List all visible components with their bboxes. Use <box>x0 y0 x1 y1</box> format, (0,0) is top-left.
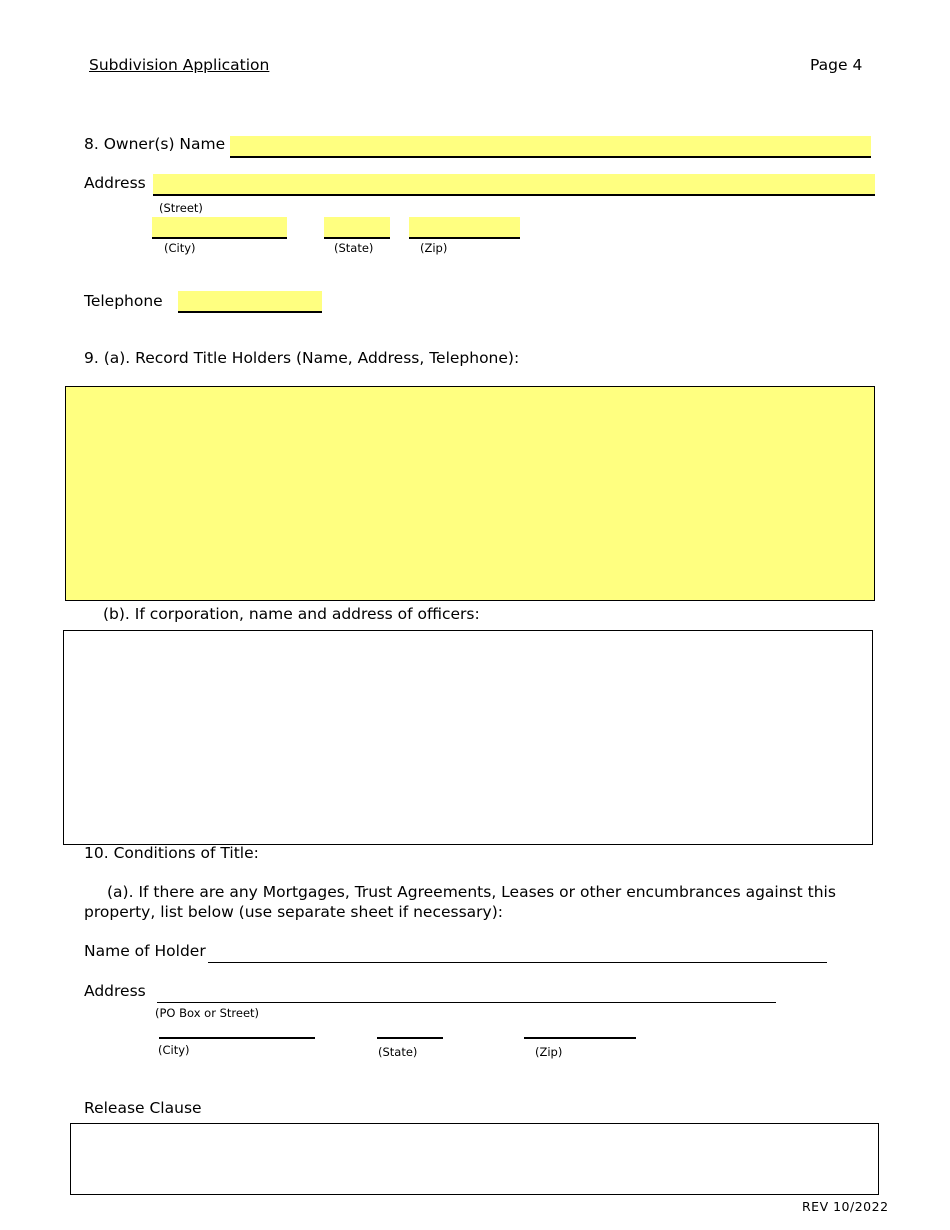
holder-state-hint: (State) <box>378 1045 418 1059</box>
conditions-of-title-heading: 10. Conditions of Title: <box>84 844 259 862</box>
encumbrances-text-line2: property, list below (use separate sheet if necessary): <box>84 903 503 921</box>
holder-city-hint: (City) <box>158 1043 190 1057</box>
owner-address-label: Address <box>84 174 146 192</box>
zip-hint: (Zip) <box>420 241 448 255</box>
owner-street-input[interactable] <box>153 174 875 196</box>
city-hint: (City) <box>164 241 196 255</box>
release-clause-textarea[interactable] <box>70 1123 879 1195</box>
owner-city-input[interactable] <box>152 217 287 239</box>
owner-zip-input[interactable] <box>409 217 520 239</box>
owner-name-label: 8. Owner(s) Name <box>84 135 226 153</box>
corporation-officers-label: (b). If corporation, name and address of officers: <box>103 605 480 623</box>
holder-zip-hint: (Zip) <box>535 1045 563 1059</box>
corporation-officers-textarea[interactable] <box>63 630 873 845</box>
owner-name-input[interactable] <box>230 136 871 158</box>
holder-city-input[interactable] <box>159 1037 315 1039</box>
state-hint: (State) <box>334 241 374 255</box>
name-of-holder-input[interactable] <box>208 962 827 963</box>
owner-state-input[interactable] <box>324 217 390 239</box>
form-title: Subdivision Application <box>89 56 270 74</box>
name-of-holder-label: Name of Holder <box>84 942 206 960</box>
revision-label: REV 10/2022 <box>802 1199 889 1214</box>
release-clause-label: Release Clause <box>84 1099 202 1117</box>
holder-zip-input[interactable] <box>524 1037 636 1039</box>
holder-state-input[interactable] <box>377 1037 443 1039</box>
encumbrances-text-line1: (a). If there are any Mortgages, Trust Agreements, Leases or other encumbrances against this <box>107 883 836 901</box>
holder-address-label: Address <box>84 982 146 1000</box>
telephone-input[interactable] <box>178 291 322 313</box>
telephone-label: Telephone <box>84 292 163 310</box>
street-hint: (Street) <box>159 201 203 215</box>
po-box-hint: (PO Box or Street) <box>155 1006 260 1020</box>
page-number: Page 4 <box>810 56 863 74</box>
record-title-holders-label: 9. (a). Record Title Holders (Name, Address, Telephone): <box>84 349 520 367</box>
record-title-holders-textarea[interactable] <box>65 386 875 601</box>
holder-street-input[interactable] <box>157 1002 776 1003</box>
